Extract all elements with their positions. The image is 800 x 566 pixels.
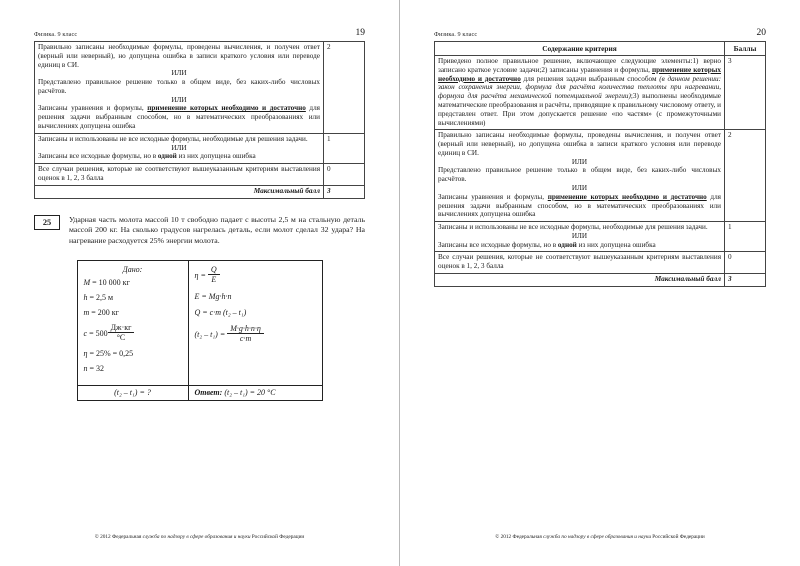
emphasis-italic: (в данном решении: закон сохранения энергии, формула для расчёта количества теплоты при нагревании, формула для расчёта механической потенциальной энергии) (438, 74, 722, 101)
footer-text-right-c: Российской Федерации (652, 534, 705, 540)
criteria-score-cell: 0 (324, 164, 365, 186)
page-number-right: 20 (756, 28, 766, 38)
criteria-row (35, 42, 365, 134)
solution-box (77, 260, 323, 400)
criterion-paragraph: Записаны уравнения и формулы, применение которых необходимо и достаточно для решения задачи выбранным способом, но в математических преобразованиях или вычислениях допущена ошибка (438, 192, 721, 219)
given-value: = 2,5 м (87, 293, 114, 303)
unit-numerator: Дж·кг (108, 323, 135, 333)
criteria-table-left (34, 41, 365, 199)
max-score-row (35, 185, 365, 198)
or-separator: ИЛИ (171, 95, 187, 104)
criterion-paragraph: 1) верно записано краткое условие задачи; (438, 57, 721, 74)
criterion-paragraph: 3) выполнены необходимые математические преобразования и расчёты, приводящие к правильному числовому ответу, и представлен ответ. При этом допускается решение «по частям» (с промежуточными вычислениями) (438, 92, 721, 127)
subject-label-right: Физика. 9 класс (434, 31, 478, 38)
formula: Q = c·m (t₂ – t₁) (194, 307, 247, 317)
header-criteria-content: Содержание критерия (435, 42, 725, 56)
formula: E = Mg·h·n (194, 291, 232, 301)
criteria-text-cell (35, 133, 324, 163)
criterion-paragraph: Записаны и использованы не все исходные формулы, необходимые для решения задачи. (438, 223, 708, 232)
given-value: = 200 кг (89, 308, 119, 318)
formula-fraction (208, 265, 220, 284)
page-number-left: 19 (355, 28, 365, 38)
criterion-paragraph: Записаны все исходные формулы, но в одной из них допущена ошибка (438, 240, 656, 249)
task-number-box: 25 (34, 215, 60, 230)
criterion-paragraph: Все случаи решения, которые не соответствуют вышеуказанным критериям выставления оценок в 1, 2, 3 балла (38, 165, 320, 182)
formula: (t₂ – t₁) = $\frac{M\cdot g\cdot h\cdot n\cdot\eta}{c\cdot m}$ (195, 324, 316, 343)
criteria-score-cell: 1 (324, 133, 365, 163)
criteria-score-cell: 1 (725, 222, 766, 252)
unit-denominator: °C (116, 333, 126, 343)
criteria-score-cell: 0 (725, 252, 766, 274)
max-score-label: Максимальный балл (35, 185, 324, 198)
criteria-score-cell: 3 (725, 56, 766, 130)
formula-fraction (227, 324, 264, 343)
given-quantity: n = 32 (83, 363, 105, 373)
given-value: = 32 (87, 363, 105, 373)
footer-right (434, 534, 766, 540)
fraction-denominator: c·m (239, 333, 252, 343)
emphasis-underline: применение которых необходимо и достаточно (147, 104, 306, 113)
criteria-row (35, 133, 365, 163)
criteria-text-cell (35, 42, 324, 134)
criteria-score-cell: 2 (725, 130, 766, 222)
running-head-right (434, 26, 766, 38)
given-quantity-c: c = 500 $\frac{Дж\cdot кг}{^\circ C}$ (84, 323, 182, 342)
fraction-denominator: E (211, 275, 217, 285)
criterion-paragraph: Представлено правильное решение только в общем виде, без каких-либо числовых расчётов. (38, 78, 320, 95)
criterion-paragraph: Правильно записаны необходимые формулы, проведены вычисления, и получен ответ (верный или неверный), но допущена ошибка в записи краткого условия или переводе единиц в СИ. (438, 131, 721, 157)
find-cell: (t₂ – t₁) = ? (77, 385, 188, 400)
max-score-label: Максимальный балл (435, 274, 725, 287)
answer-value: (t₂ – t₁) = 20 °C (222, 387, 276, 397)
answer-cell (188, 385, 322, 400)
emphasis-underline: применение которых необходимо и достаточно (547, 192, 707, 201)
or-separator: ИЛИ (571, 157, 588, 166)
emphasis-underline: применение которых необходимо и достаточно (438, 65, 721, 83)
emphasis-bold: одной (557, 240, 577, 249)
criteria-table-right (434, 41, 766, 287)
fraction-numerator: M·g·h·n·η (227, 324, 264, 334)
formula-list (195, 265, 316, 343)
given-quantity: h = 2,5 м (83, 293, 114, 303)
subject-label-left: Физика. 9 класс (34, 31, 78, 38)
criteria-text-cell (435, 56, 725, 130)
given-value-c: = 500 (87, 328, 108, 338)
criterion-paragraph: Записаны и использованы не все исходные формулы, необходимые для решения задачи. (38, 134, 308, 143)
given-cell (77, 261, 188, 385)
or-separator: ИЛИ (571, 231, 588, 240)
given-title: Дано: (122, 265, 143, 275)
given-value: = 10 000 кг (90, 278, 130, 288)
or-separator: ИЛИ (171, 69, 187, 78)
footer-left (34, 534, 365, 540)
or-separator: ИЛИ (571, 183, 588, 192)
max-score-row (435, 274, 766, 287)
header-score: Баллы (725, 42, 766, 56)
criteria-text-cell (435, 252, 725, 274)
criteria-row (35, 164, 365, 186)
given-quantity: η = 25% = 0,25 (83, 348, 134, 358)
footer-text-right-a: © 2012 Федеральная (495, 534, 544, 540)
formula: η = $\frac{Q}{E}$ (195, 265, 316, 284)
footer-text-left-a: © 2012 Федеральная (94, 534, 143, 540)
criterion-paragraph: Представлено правильное решение только в общем виде, без каких-либо числовых расчётов. (438, 166, 721, 184)
criteria-row (435, 222, 766, 252)
task-block (34, 215, 365, 247)
criteria-text-cell (435, 222, 725, 252)
formulas-cell (188, 261, 322, 385)
footer-text-left-c: Российской Федерации (251, 534, 305, 540)
unit-fraction (108, 323, 135, 342)
max-score-value: 3 (324, 185, 365, 198)
criterion-paragraph: Приведено полное правильное решение, включающее следующие элементы: (438, 57, 693, 66)
criterion-paragraph: 2) записаны уравнения и формулы, применение которых необходимо и достаточно для решения задачи выбранным способом (в данном решении: закон сохранения энергии, формула для расчёта количества теплоты при нагревании, формула для расчёта механической потенциальной энергии); (438, 65, 722, 101)
footer-text-left-b: служба по надзору в сфере образования и науки (142, 534, 252, 540)
given-quantity: M = 10 000 кг (83, 278, 130, 288)
criterion-paragraph: Записаны все исходные формулы, но в одной из них допущена ошибка (38, 152, 256, 161)
footer-text-right-b: служба по надзору в сфере образования и науки (543, 534, 653, 540)
answer-label: Ответ: (194, 387, 223, 397)
criteria-row (435, 130, 766, 222)
criterion-paragraph: Записаны уравнения и формулы, применение которых необходимо и достаточно для решения задачи выбранным способом, но в математических преобразованиях или вычислениях допущена ошибка (38, 104, 320, 131)
or-separator: ИЛИ (171, 143, 187, 152)
criteria-row (435, 252, 766, 274)
given-list (84, 278, 182, 372)
criterion-paragraph: Все случаи решения, которые не соответствуют вышеуказанным критериям выставления оценок в 1, 2, 3 балла (438, 253, 721, 271)
criteria-text-cell (435, 130, 725, 222)
max-score-value: 3 (725, 274, 766, 287)
task-statement: Ударная часть молота массой 10 т свободно падает с высоты 2,5 м на стальную деталь массой 200 кг. На сколько градусов нагрелась деталь, если молот сделал 32 удара? На нагревание расходуется 25% энергии молота. (69, 214, 365, 245)
criteria-row (435, 56, 766, 130)
criteria-score-cell: 2 (324, 42, 365, 134)
emphasis-bold: одной (157, 152, 177, 161)
running-head-left (34, 26, 365, 38)
criterion-paragraph: Правильно записаны необходимые формулы, проведены вычисления, и получен ответ (верный или неверный), но допущена ошибка в записи краткого условия или переводе единиц в СИ. (38, 43, 320, 69)
fraction-numerator: Q (208, 265, 220, 275)
given-value: = 25% = 0,25 (87, 348, 134, 358)
given-quantity: m = 200 кг (83, 308, 119, 318)
criteria-text-cell (35, 164, 324, 186)
page-right (400, 0, 800, 566)
